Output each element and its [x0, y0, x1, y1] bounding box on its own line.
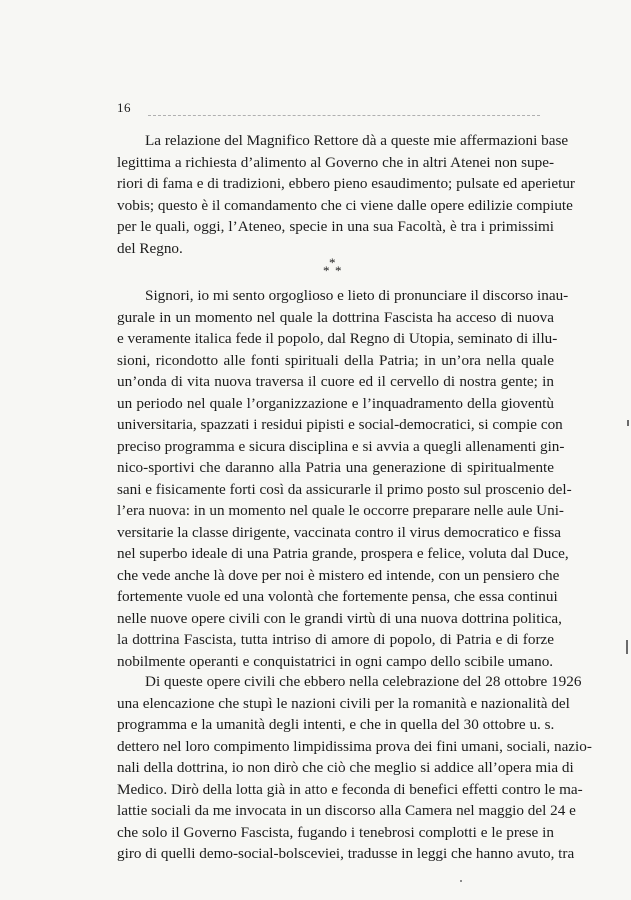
asterism-separator: [320, 255, 350, 282]
text-line: preciso programma e sicura disciplina e si avvia a quegli allenamenti gin-: [117, 437, 565, 455]
header-rule: [148, 115, 540, 116]
text-line: Medico. Dirò della lotta già in atto e feconda di benefici effetti contro le ma-: [117, 780, 583, 798]
text-line: per le quali, oggi, l’Ateneo, specie in una sua Facoltà, è tra i primissimi: [117, 218, 554, 235]
text-line: un’onda di vita nuova traversa il cuore ed il cervello di nostra gente; in: [117, 373, 554, 390]
text-line: del Regno.: [117, 239, 183, 257]
text-line: una elencazione che stupì le nazioni civili per la romanità e nazionalità del: [117, 694, 570, 712]
asterisk-mark: *: [323, 263, 330, 278]
text-line: lattie sociali da me invocata in un discorso alla Camera nel maggio del 24 e: [117, 802, 576, 819]
asterisk-mark: *: [335, 263, 342, 278]
text-line: e veramente italica fede il popolo, dal Regno di Utopia, seminato di illu-: [117, 330, 558, 347]
text-line: nel superbo ideale di una Patria grande, prospera e felice, voluta dal Duce,: [117, 545, 569, 562]
text-line: nelle nuove opere civili con le grandi virtù di una nuova dottrina politica,: [117, 609, 562, 627]
text-line: che solo il Governo Fascista, fugando i tenebrosi complotti e le prese in: [117, 823, 554, 841]
text-line: versitarie la classe dirigente, vaccinata contro il virus democratico e fissa: [117, 523, 562, 541]
text-line: sioni, ricondotto alle fonti spirituali della Patria; in un’ora nella quale: [117, 351, 554, 369]
scan-edge-mark: [627, 420, 629, 426]
text-line: giro di quelli demo-social-bolsceviei, tradusse in leggi che hanno avuto, tra: [117, 845, 575, 862]
text-line: vobis; questo è il comandamento che ci viene dalle opere edilizie compiute: [117, 196, 573, 214]
text-line: sani e fisicamente forti così da assicurarle il primo posto sul proscenio del-: [117, 480, 572, 498]
text-line: l’era nuova: in un momento nel quale le occorre preparare nelle aule Uni-: [117, 502, 564, 519]
text-line: riori di fama e di tradizioni, ebbero pieno esaudimento; pulsate ed aperietur: [117, 175, 575, 192]
text-line: nali della dottrina, io non dirò che ciò che meglio si addice all’opera mia di: [117, 759, 574, 776]
text-line: un periodo nel quale l’organizzazione e l’inquadramento della gioventù: [117, 394, 554, 412]
paragraph-rettore: [117, 130, 575, 259]
text-line: gurale in un momento nel quale la dottrina Fascista ha acceso di nuova: [117, 308, 554, 326]
text-line: nobilmente operanti e conquistatrici in ogni campo dello scibile umano.: [117, 652, 554, 670]
text-line: nico-sportivi che daranno alla Patria una generazione di spiritualmente: [117, 459, 554, 476]
text-line: La relazione del Magnifico Rettore dà a queste mie affermazioni base: [145, 132, 569, 149]
scan-speck: [460, 880, 462, 882]
page-number: 16: [117, 100, 131, 115]
text-line: fortemente vuole ed una volontà che fortemente pensa, che essa continui: [117, 588, 558, 605]
text-line: programma e la umanità degli intenti, e che in quella del 30 ottobre u. s.: [117, 716, 555, 733]
text-line: dettero nel loro compimento limpidissima prova dei fini umani, sociali, nazio-: [117, 737, 592, 755]
text-line: che vede anche là dove per noi è mistero ed intende, con un pensiero che: [117, 566, 560, 584]
text-line: legittima a richiesta d’alimento al Governo che in altri Atenei non supe-: [117, 153, 554, 171]
paragraph-opere-civili: [117, 671, 592, 865]
text-line: universitaria, spazzati i residui pipisti e social-democratici, si compie con: [117, 416, 563, 433]
asterisk-mark: *: [329, 255, 336, 270]
text-line: la dottrina Fascista, tutta intriso di amore di popolo, di Patria e di forze: [117, 631, 554, 648]
paragraph-signori: [117, 285, 572, 672]
text-line: Signori, io mi sento orgoglioso e lieto di pronunciare il discorso inau-: [145, 287, 569, 304]
scan-edge-mark: [626, 640, 628, 654]
text-line: Di queste opere civili che ebbero nella celebrazione del 28 ottobre 1926: [145, 673, 582, 690]
